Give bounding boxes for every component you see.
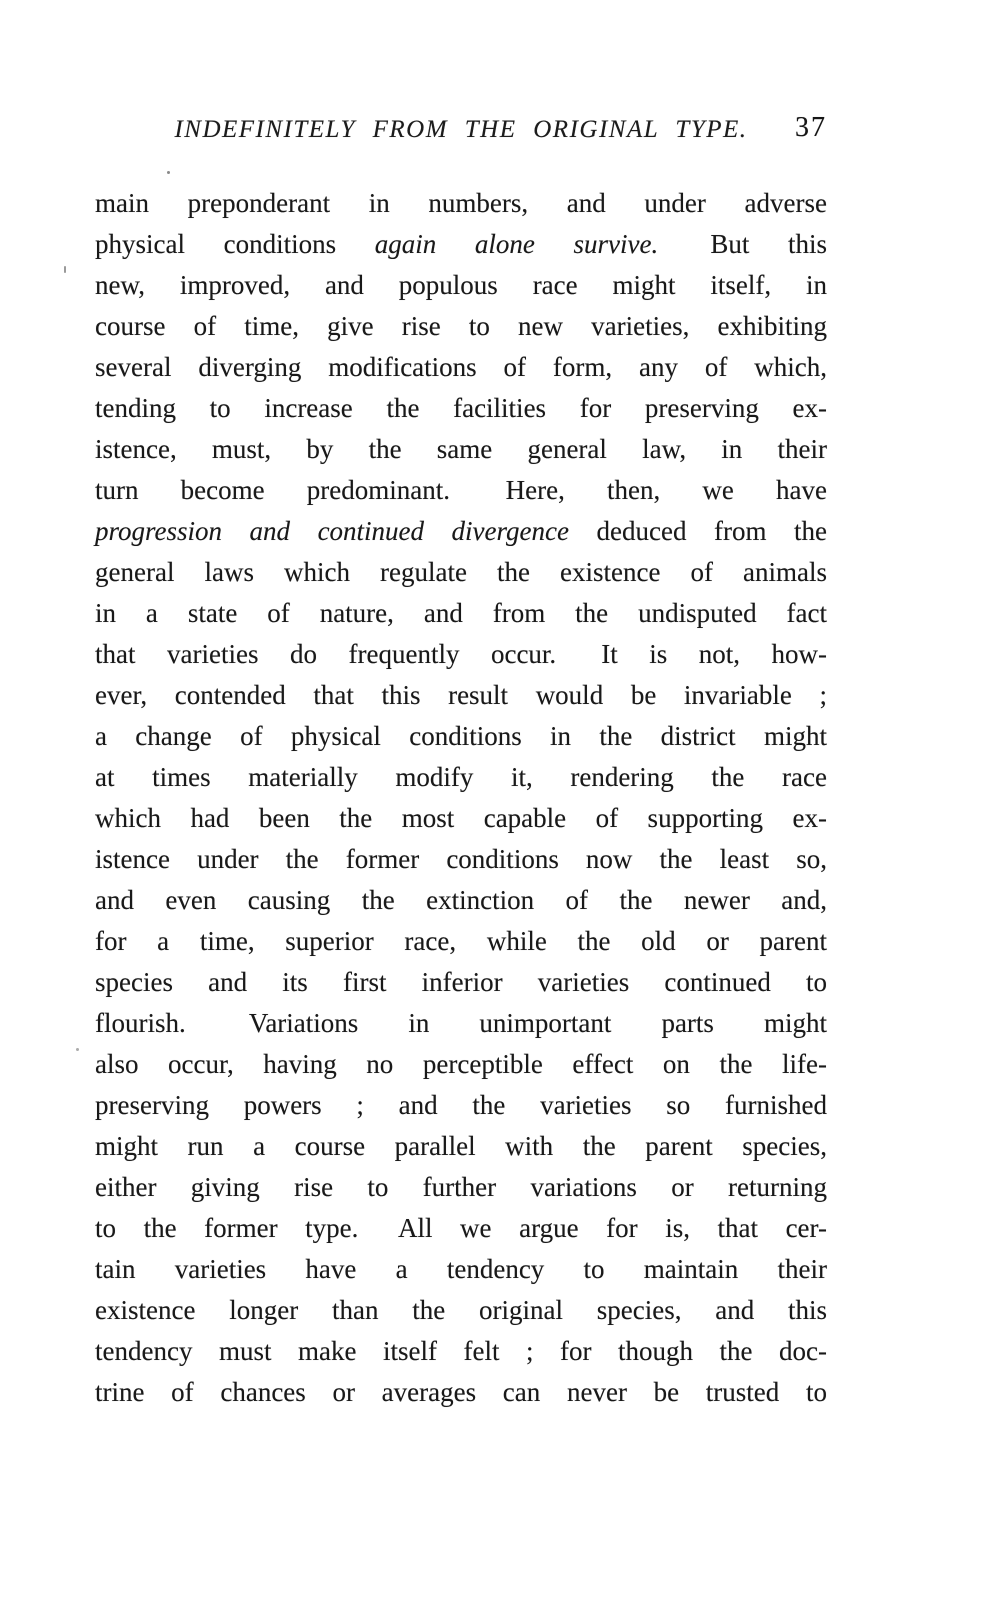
text-line bbox=[95, 183, 827, 224]
text-line bbox=[95, 347, 827, 388]
text-segment: istence, must, by the same general law, in their bbox=[95, 434, 827, 464]
text-line bbox=[95, 429, 827, 470]
text-line bbox=[95, 716, 827, 757]
text-line bbox=[95, 306, 827, 347]
text-segment: physical conditions bbox=[95, 229, 375, 259]
text-line bbox=[95, 1331, 827, 1372]
text-segment: trine of chances or averages can never be trusted to bbox=[95, 1377, 827, 1407]
page-number: 37 bbox=[795, 112, 827, 143]
text-segment: turn become predominant. Here, then, we have bbox=[95, 475, 827, 505]
text-segment: flourish. Variations in unimportant parts might bbox=[95, 1008, 827, 1038]
text-line bbox=[95, 880, 827, 921]
text-line bbox=[95, 757, 827, 798]
text-line bbox=[95, 1249, 827, 1290]
text-line bbox=[95, 1126, 827, 1167]
text-line bbox=[95, 470, 827, 511]
text-line bbox=[95, 1003, 827, 1044]
italic-text-segment: again alone survive. bbox=[374, 229, 659, 259]
text-segment: and even causing the extinction of the newer and, bbox=[95, 885, 827, 915]
text-line bbox=[95, 265, 827, 306]
text-segment: existence longer than the original species, and this bbox=[95, 1295, 827, 1325]
text-segment: at times materially modify it, rendering the race bbox=[95, 762, 827, 792]
text-segment: to the former type. All we argue for is, that cer- bbox=[95, 1213, 827, 1243]
running-head: INDEFINITELY FROM THE ORIGINAL TYPE. bbox=[174, 116, 748, 143]
page-body bbox=[95, 183, 827, 1413]
text-line bbox=[95, 634, 827, 675]
text-segment: deduced from the bbox=[569, 516, 827, 546]
text-line bbox=[95, 1085, 827, 1126]
text-line bbox=[95, 798, 827, 839]
text-line bbox=[95, 388, 827, 429]
text-segment: a change of physical conditions in the district might bbox=[95, 721, 827, 751]
text-segment: either giving rise to further variations or returning bbox=[95, 1172, 827, 1202]
text-line bbox=[95, 511, 827, 552]
text-line bbox=[95, 1044, 827, 1085]
text-line bbox=[95, 224, 827, 265]
text-segment: general laws which regulate the existence of animals bbox=[95, 557, 827, 587]
italic-text-segment: progression and continued divergence bbox=[95, 516, 569, 546]
text-segment: istence under the former conditions now the least so, bbox=[95, 844, 827, 874]
scan-speck bbox=[76, 1048, 79, 1051]
text-segment: preserving powers ; and the varieties so furnished bbox=[95, 1090, 827, 1120]
text-line bbox=[95, 839, 827, 880]
text-segment: new, improved, and populous race might itself, in bbox=[95, 270, 827, 300]
text-segment: tending to increase the facilities for preserving ex- bbox=[95, 393, 827, 423]
page-header bbox=[95, 112, 827, 156]
text-line bbox=[95, 1208, 827, 1249]
text-segment: might run a course parallel with the parent species, bbox=[95, 1131, 827, 1161]
text-line bbox=[95, 675, 827, 716]
text-segment: But this bbox=[658, 229, 827, 259]
text-line bbox=[95, 962, 827, 1003]
text-segment: course of time, give rise to new varieties, exhibiting bbox=[95, 311, 827, 341]
text-segment: species and its first inferior varieties continued to bbox=[95, 967, 827, 997]
text-line bbox=[95, 593, 827, 634]
text-line bbox=[95, 1372, 827, 1413]
text-segment: in a state of nature, and from the undisputed fact bbox=[95, 598, 827, 628]
text-segment: for a time, superior race, while the old or parent bbox=[95, 926, 827, 956]
text-segment: which had been the most capable of supporting ex- bbox=[95, 803, 827, 833]
text-segment: tain varieties have a tendency to maintain their bbox=[95, 1254, 827, 1284]
text-segment: tendency must make itself felt ; for though the doc- bbox=[95, 1336, 827, 1366]
text-segment: that varieties do frequently occur. It is not, how- bbox=[95, 639, 827, 669]
text-line bbox=[95, 552, 827, 593]
text-line bbox=[95, 1167, 827, 1208]
scan-speck bbox=[167, 171, 170, 174]
text-line bbox=[95, 1290, 827, 1331]
text-segment: main preponderant in numbers, and under adverse bbox=[95, 188, 827, 218]
scan-speck bbox=[64, 266, 66, 273]
text-segment: also occur, having no perceptible effect on the life- bbox=[95, 1049, 827, 1079]
text-segment: several diverging modifications of form, any of which, bbox=[95, 352, 827, 382]
text-segment: ever, contended that this result would be invariable ; bbox=[95, 680, 827, 710]
text-line bbox=[95, 921, 827, 962]
